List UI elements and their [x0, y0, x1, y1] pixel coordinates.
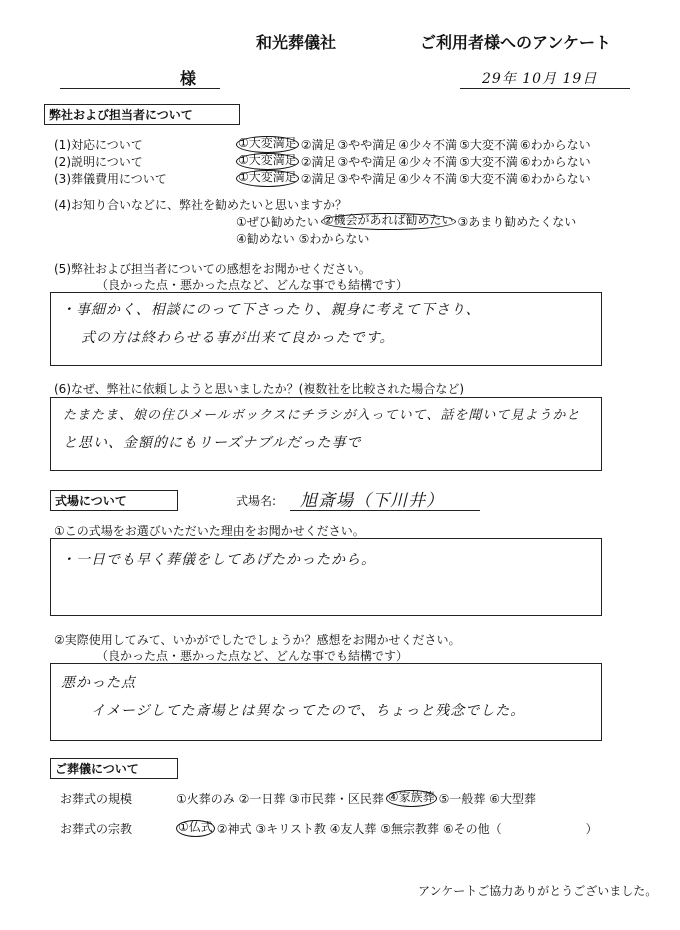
- venue-q1-answer: ・一日でも早く葬儀をしてあげたかったから。: [61, 552, 376, 568]
- q5-answer-line2: 式の方は終わらせる事が出来て良かったです。: [81, 330, 395, 346]
- q4-label: (4)お知り合いなどに、弊社を勧めたいと思いますか？: [54, 198, 348, 212]
- section-venue: 式場について: [50, 490, 178, 511]
- q4-opt1[interactable]: ①ぜひ勧めたい: [236, 215, 319, 229]
- venue-underline: [290, 510, 480, 511]
- q5-label: (5)弊社および担当者についての感想をお聞かせください。: [54, 262, 371, 276]
- q3-selected[interactable]: ①大変満足: [236, 170, 299, 187]
- company-name: 和光葬儀社: [256, 33, 337, 52]
- venue-q2-sub: （良かった点・悪かった点など、どんな事でも結構です）: [96, 649, 409, 663]
- q6-answer-box[interactable]: [50, 397, 602, 471]
- venue-q1-answer-box[interactable]: [50, 538, 602, 616]
- q1-options: [236, 136, 591, 153]
- q1-selected[interactable]: ①大変満足: [236, 136, 299, 153]
- q4-opt3[interactable]: ③あまり勧めたくない: [457, 215, 577, 229]
- q2-opt6[interactable]: ⑥わからない: [519, 155, 591, 169]
- funeral-religion-options: [176, 820, 598, 837]
- q6-answer-line1: たまたま、娘の住ひメールボックスにチラシが入っていて、話を聞いて見ようかと: [63, 408, 581, 423]
- q2-selected[interactable]: ①大変満足: [236, 153, 299, 170]
- q3-opt4[interactable]: ④少々不満: [398, 172, 458, 186]
- q2-opt3[interactable]: ③やや満足: [337, 155, 397, 169]
- funeral-scale-opts-after[interactable]: ⑤一般葬 ⑥大型葬: [438, 792, 537, 806]
- q3-opt6[interactable]: ⑥わからない: [519, 172, 591, 186]
- venue-label: 式場名:: [236, 494, 277, 508]
- venue-value: 旭斎場（下川井）: [300, 491, 444, 511]
- funeral-scale-options: [176, 790, 536, 807]
- q3-label: (3)葬儀費用について: [54, 172, 167, 186]
- q5-sub: （良かった点・悪かった点など、どんな事でも結構です）: [96, 278, 409, 292]
- q2-options: [236, 153, 591, 170]
- q1-opt2[interactable]: ②満足: [300, 138, 336, 152]
- q1-opt3[interactable]: ③やや満足: [337, 138, 397, 152]
- name-underline: [60, 88, 220, 89]
- q1-label: (1)対応について: [54, 138, 143, 152]
- q6-answer-line2: と思い、金額的にもリーズナブルだった事で: [63, 435, 362, 451]
- funeral-religion-selected[interactable]: ①仏式: [176, 820, 215, 837]
- q2-opt2[interactable]: ②満足: [300, 155, 336, 169]
- date-underline: [460, 88, 630, 89]
- q4-selected[interactable]: ②機会があれば勧めたい: [321, 213, 456, 230]
- funeral-religion-opts-after[interactable]: ②神式 ③キリスト教 ④友人葬 ⑤無宗教葬 ⑥その他（ ）: [216, 822, 598, 836]
- q4-options: [236, 213, 576, 230]
- survey-date: 29年 10月 19日: [482, 71, 598, 87]
- q3-opt3[interactable]: ③やや満足: [337, 172, 397, 186]
- section-funeral: ご葬儀について: [50, 758, 178, 779]
- q4-options-line2[interactable]: ④勧めない ⑤わからない: [236, 232, 370, 246]
- funeral-scale-selected[interactable]: ④家族葬: [386, 790, 437, 807]
- q2-label: (2)説明について: [54, 155, 143, 169]
- funeral-scale-label: お葬式の規模: [60, 792, 133, 806]
- venue-q2-answer-line1: 悪かった点: [61, 675, 136, 691]
- section-company-staff: 弊社および担当者について: [44, 104, 240, 125]
- venue-q2-label: ②実際使用してみて、いかがでしたでしょうか？感想をお聞かせください。: [54, 633, 461, 647]
- venue-q2-answer-line2: イメージしてた斎場とは異なってたので、ちょっと残念でした。: [91, 703, 526, 719]
- q5-answer-line1: ・事細かく、相談にのって下さったり、親身に考えて下さり、: [61, 302, 481, 318]
- venue-q2-answer-box[interactable]: [50, 663, 602, 741]
- q5-answer-box[interactable]: [50, 292, 602, 366]
- survey-title: ご利用者様へのアンケート: [420, 33, 612, 52]
- q2-opt5[interactable]: ⑤大変不満: [459, 155, 518, 169]
- q1-opt6[interactable]: ⑥わからない: [519, 138, 591, 152]
- q6-label: (6)なぜ、弊社に依頼しようと思いましたか？(複数社を比較された場合など): [54, 382, 465, 396]
- customer-suffix: 様: [180, 69, 197, 88]
- q1-opt5[interactable]: ⑤大変不満: [459, 138, 518, 152]
- q1-opt4[interactable]: ④少々不満: [398, 138, 458, 152]
- funeral-religion-label: お葬式の宗教: [60, 822, 133, 836]
- venue-q1-label: ①この式場をお選びいただいた理由をお聞かせください。: [54, 524, 365, 538]
- q3-options: [236, 170, 591, 187]
- q2-opt4[interactable]: ④少々不満: [398, 155, 458, 169]
- thanks-message: アンケートご協力ありがとうございました。: [418, 884, 658, 898]
- funeral-scale-opts-before[interactable]: ①火葬のみ ②一日葬 ③市民葬・区民葬: [176, 792, 384, 806]
- q3-opt5[interactable]: ⑤大変不満: [459, 172, 518, 186]
- q3-opt2[interactable]: ②満足: [300, 172, 336, 186]
